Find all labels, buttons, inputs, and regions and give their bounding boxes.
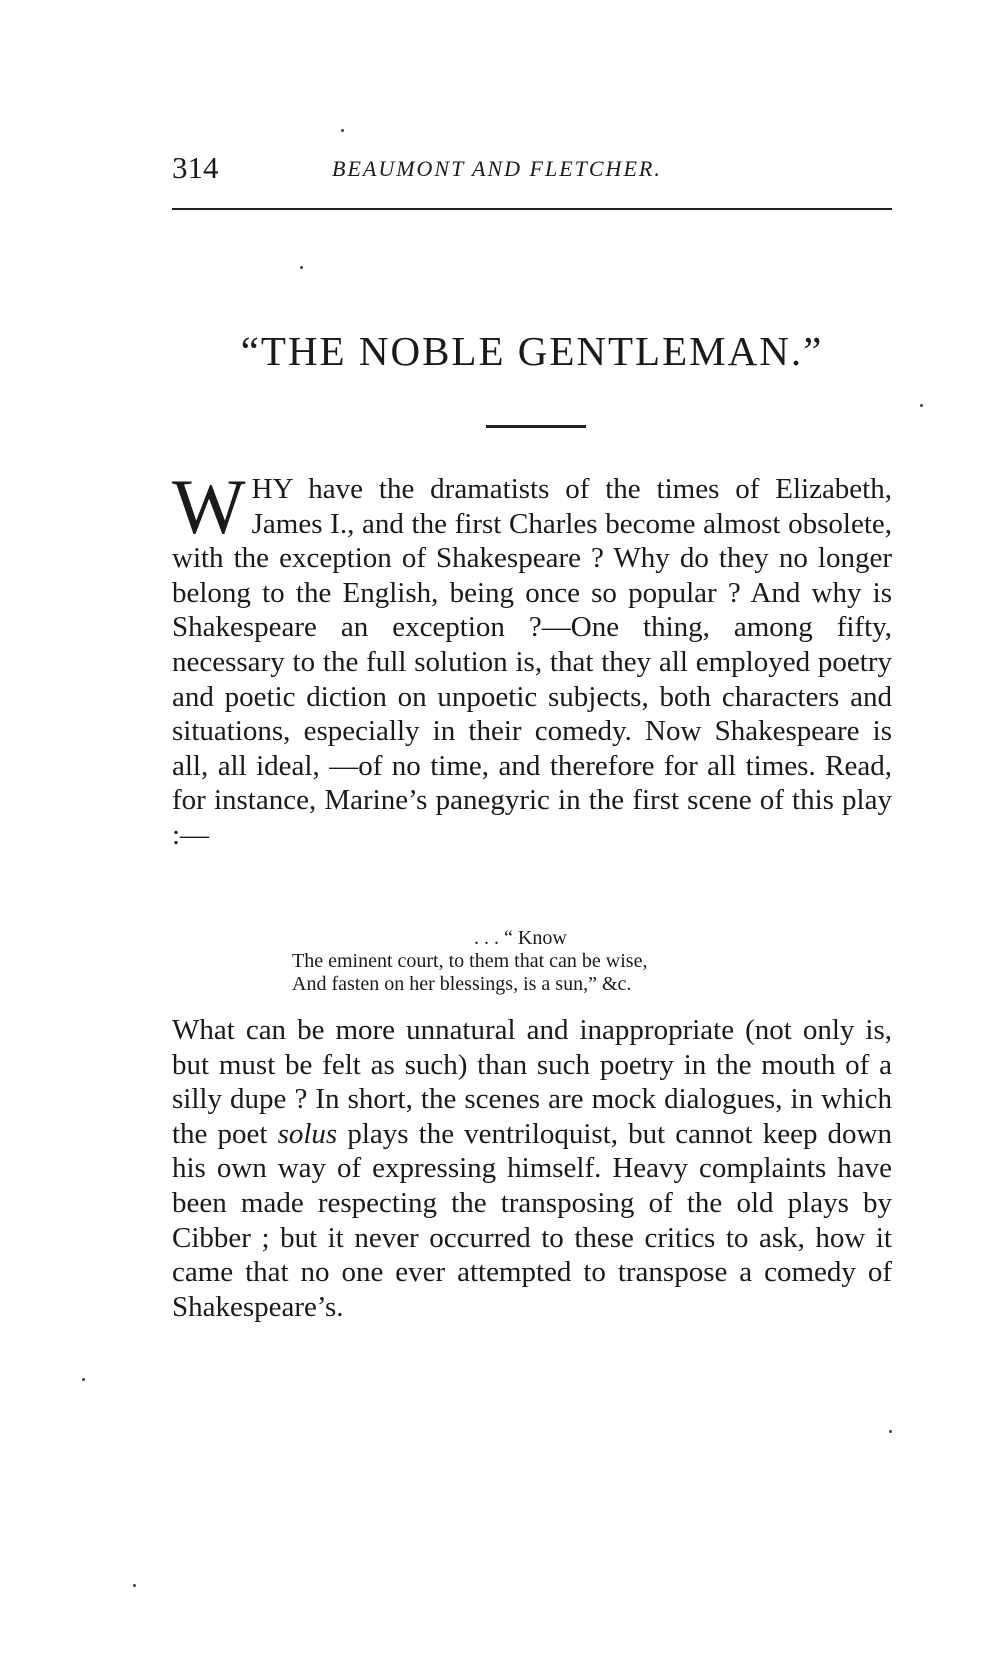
paper-speck bbox=[82, 1378, 85, 1381]
quote-line: The eminent court, to them that can be wise, bbox=[292, 950, 648, 972]
page-number: 314 bbox=[172, 150, 219, 185]
page-header bbox=[172, 148, 892, 188]
paragraph-2-text-b: plays the ventriloquist, but cannot keep down his own way of expressing himself. Heavy complaints have been made respecting the transposing of the old plays by Cibber ; but it never occurred to these critics to ask, how it came that no one ever attempted to transpose a comedy of Shakespeare’s. bbox=[172, 1117, 892, 1323]
italic-word: solus bbox=[277, 1117, 338, 1150]
title-divider bbox=[486, 425, 586, 428]
quote-line: . . . “ Know bbox=[474, 927, 567, 949]
drop-cap: W bbox=[172, 463, 246, 550]
paper-speck bbox=[133, 1584, 136, 1587]
header-rule bbox=[172, 208, 892, 210]
paragraph-1 bbox=[172, 463, 892, 853]
running-head: BEAUMONT AND FLETCHER. bbox=[332, 156, 662, 181]
chapter-title: “THE NOBLE GENTLEMAN.” bbox=[240, 328, 824, 374]
quote-line: And fasten on her blessings, is a sun,” &c. bbox=[292, 973, 632, 995]
paragraph-2 bbox=[172, 1013, 892, 1324]
paragraph-2-text-a: What can be more unnatural and inappropriate (not only is, but must be felt as such) than such poetry in the mouth of a silly dupe ? In short, the scenes are mock dialogues, in which the poet bbox=[172, 1014, 892, 1150]
block-quote bbox=[292, 927, 792, 996]
paper-speck bbox=[341, 129, 344, 132]
paper-speck bbox=[300, 266, 303, 269]
paper-speck bbox=[920, 404, 923, 407]
paragraph-1-text: HY have the dramatists of the times of Elizabeth, James I., and the first Charles become almost obsolete, with the exception of Shakespeare ? Why do they no longer belong to the English, being once so popular ? And why is Shakespeare an exception ?—One thing, among fifty, necessary to the full solution is, that they all employed poetry and poetic diction on unpoetic subjects, both characters and situations, especially in their comedy. Now Shakespeare is all, all ideal, —of no time, and therefore for all times. Read, for instance, Marine’s panegyric in the first scene of this play :— bbox=[172, 473, 892, 851]
paper-speck bbox=[889, 1430, 892, 1433]
